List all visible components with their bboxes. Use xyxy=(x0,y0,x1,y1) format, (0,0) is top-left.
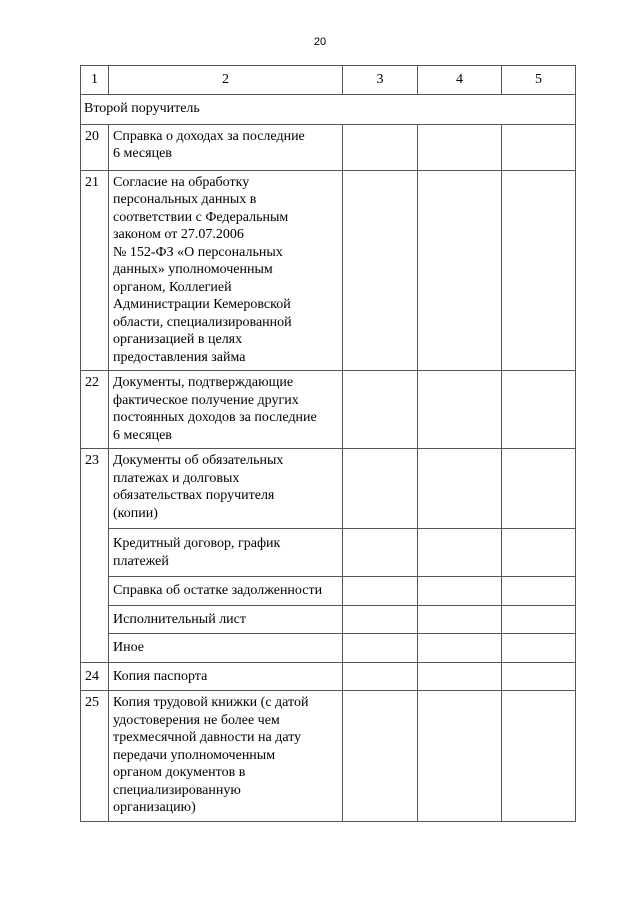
header-col-3: 3 xyxy=(343,66,418,95)
empty-cell xyxy=(343,634,418,663)
subrow-text: Исполнительный лист xyxy=(109,605,343,634)
section-title: Второй поручитель xyxy=(81,95,576,125)
empty-cell xyxy=(343,170,418,371)
empty-cell xyxy=(502,529,576,577)
empty-cell xyxy=(502,124,576,170)
header-col-5: 5 xyxy=(502,66,576,95)
page-number: 20 xyxy=(313,36,327,48)
table-subrow xyxy=(81,605,576,634)
empty-cell xyxy=(343,371,418,449)
empty-cell xyxy=(343,529,418,577)
subrow-text: Кредитный договор, график платежей xyxy=(109,529,343,577)
empty-cell xyxy=(418,634,502,663)
empty-cell xyxy=(418,170,502,371)
documents-table xyxy=(80,65,576,822)
row-number: 22 xyxy=(81,371,109,449)
empty-cell xyxy=(418,605,502,634)
empty-cell xyxy=(502,371,576,449)
empty-cell xyxy=(343,449,418,529)
row-number: 23 xyxy=(81,449,109,663)
row-text: Справка о доходах за последние 6 месяцев xyxy=(109,124,343,170)
row-number: 20 xyxy=(81,124,109,170)
table-subrow xyxy=(81,634,576,663)
table-row xyxy=(81,449,576,529)
subrow-text: Иное xyxy=(109,634,343,663)
row-text: Документы об обязательных платежах и долговых обязательствах поручителя (копии) xyxy=(109,449,343,529)
empty-cell xyxy=(418,371,502,449)
empty-cell xyxy=(418,691,502,822)
row-text: Копия трудовой книжки (с датой удостоверения не более чем трехмесячной давности на дату передачи уполномоченным органом документов в специализированную организацию) xyxy=(109,691,343,822)
empty-cell xyxy=(418,124,502,170)
empty-cell xyxy=(418,529,502,577)
header-col-4: 4 xyxy=(418,66,502,95)
table-row xyxy=(81,124,576,170)
row-number: 21 xyxy=(81,170,109,371)
section-row xyxy=(81,95,576,125)
empty-cell xyxy=(502,634,576,663)
table-row xyxy=(81,662,576,691)
empty-cell xyxy=(502,449,576,529)
empty-cell xyxy=(343,691,418,822)
row-number: 25 xyxy=(81,691,109,822)
empty-cell xyxy=(418,662,502,691)
empty-cell xyxy=(418,449,502,529)
row-text: Документы, подтверждающие фактическое получение других постоянных доходов за последние 6 месяцев xyxy=(109,371,343,449)
row-text: Копия паспорта xyxy=(109,662,343,691)
empty-cell xyxy=(343,124,418,170)
table-row xyxy=(81,170,576,371)
subrow-text: Справка об остатке задолженности xyxy=(109,577,343,606)
empty-cell xyxy=(418,577,502,606)
header-col-1: 1 xyxy=(81,66,109,95)
row-number: 24 xyxy=(81,662,109,691)
empty-cell xyxy=(343,605,418,634)
table-row xyxy=(81,691,576,822)
empty-cell xyxy=(343,662,418,691)
row-text: Согласие на обработку персональных данных в соответствии с Федеральным законом от 27.07.2006 № 152-ФЗ «О персональных данных» уполномоченным органом, Коллегией Администрации Кемеровской области, специализированной организацией в целях предоставления займа xyxy=(109,170,343,371)
empty-cell xyxy=(502,662,576,691)
empty-cell xyxy=(343,577,418,606)
table-subrow xyxy=(81,577,576,606)
table-subrow xyxy=(81,529,576,577)
empty-cell xyxy=(502,605,576,634)
header-row xyxy=(81,66,576,95)
empty-cell xyxy=(502,170,576,371)
empty-cell xyxy=(502,691,576,822)
header-col-2: 2 xyxy=(109,66,343,95)
table-row xyxy=(81,371,576,449)
empty-cell xyxy=(502,577,576,606)
